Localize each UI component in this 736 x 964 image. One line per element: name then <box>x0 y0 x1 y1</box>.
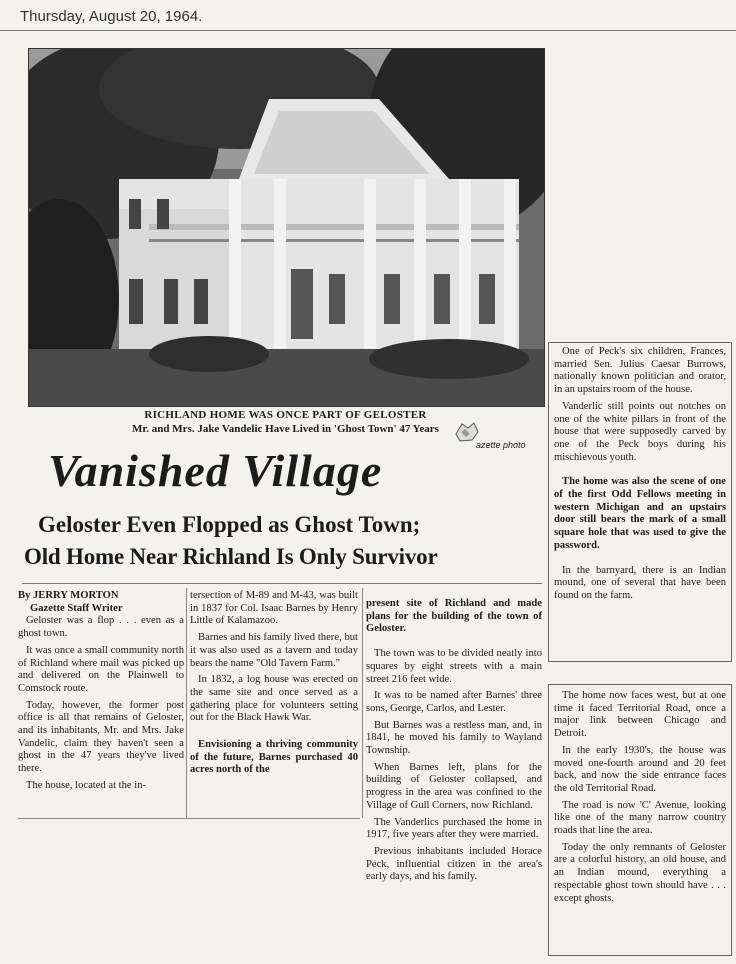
col3-para-4: When Barnes left, plans for the building of Geloster collapsed, and progress in the area was confined to the Village of Gull Corners, now Richland. <box>366 761 542 811</box>
col4a-para-3: In the barnyard, there is an Indian mound, one of several that have been found on the farm. <box>554 564 726 601</box>
col3-para-5: The Vanderlics purchased the home in 1917, five years after they were married. <box>366 816 542 841</box>
photo-caption-heading: RICHLAND HOME WAS ONCE PART OF GELOSTER <box>144 409 427 421</box>
column-2 <box>190 590 358 777</box>
photo-caption-subheading: Mr. and Mrs. Jake Vandelic Have Lived in 'Ghost Town' 47 Years <box>132 423 439 435</box>
col3-para-2: It was to be named after Barnes' three sons, George, Carlos, and Lester. <box>366 690 542 714</box>
deck-rule <box>22 583 542 584</box>
col1-para-3: Today, however, the former post office is all that remains of Geloster, and its inhabitants, Mr. and Mrs. Jake Vandelic, claim they haven't seen a ghost in the 47 years they've lived there. <box>18 699 184 775</box>
column-4-lower <box>554 690 726 905</box>
col4b-para-1: The home now faces west, but at one time it faced Territorial Road, once a major link between Chicago and Detroit. <box>554 690 726 740</box>
column-3 <box>366 598 542 884</box>
byline-title: Gazette Staff Writer <box>30 602 123 614</box>
col4a-para-2: Vanderlic still points out notches on one of the white pillars in front of the house that were supposedly carved by one of the Peck boys during his mischievous youth. <box>554 400 726 463</box>
col3-para-3: But Barnes was a restless man, and, in 1841, he moved his family to Wayland Township. <box>366 719 542 757</box>
col3-bold-para: present site of Richland and made plans for the building of the town of Geloster. <box>366 598 542 635</box>
col4b-para-4: Today the only remnants of Geloster are a colorful history, an old house, and an Indian mound, everything a respectable ghost town should have . . . except ghosts. <box>554 841 726 904</box>
byline-author: By JERRY MORTON <box>18 590 119 601</box>
column-rule-2 <box>362 588 363 818</box>
column-rule-1 <box>186 588 187 818</box>
deck-line-1: Geloster Even Flopped as Ghost Town; <box>38 512 421 537</box>
col2-para-2: Barnes and his family lived there, but it was also used as a tavern and today bears the name "Old Tavern Farm." <box>190 632 358 669</box>
col4a-bold-para: The home was also the scene of one of the first Odd Fellows meeting in western Michigan and an upstairs door still bears the mark of a small square hole that was used to give the password. <box>554 476 726 551</box>
col3-para-1: The town was to be divided neatly into squares by eight streets with a main street 216 feet wide. <box>366 648 542 685</box>
col1-para-4: The house, located at the in- <box>26 779 147 791</box>
house-photo <box>28 48 545 407</box>
col4a-para-1: One of Peck's six children, Frances, married Sen. Julius Caesar Burrows, nationally known politician and orator, in an upstairs room of the house. <box>554 346 726 396</box>
col3-para-6: Previous inhabitants included Horace Peck, influential citizen in the area's early days, and his family. <box>366 845 542 883</box>
house-photo-drawing <box>29 49 544 406</box>
col1-para-2: It was once a small community north of Richland where mail was picked up and delivered on the Plainwell to Comstock route. <box>18 644 184 694</box>
bottom-rule-left <box>18 818 360 819</box>
col2-para-3: In 1832, a log house was erected on the same site and once served as a gathering place for volunteers setting out for the Black Hawk War. <box>190 674 358 724</box>
dateline: Thursday, August 20, 1964. <box>20 8 203 25</box>
headline: Vanished Village <box>48 445 383 496</box>
column-4-upper <box>554 346 726 603</box>
col4b-para-3: The road is now 'C' Avenue, looking like one of the many narrow country roads that line the area. <box>554 799 726 837</box>
col4b-para-2: In the early 1930's, the house was moved one-fourth around and 20 feet back, and now the side entrance faces the old Territorial Road. <box>554 744 726 794</box>
column-1 <box>18 590 184 793</box>
col2-para-1: tersection of M-89 and M-43, was built in 1837 for Col. Isaac Barnes by Henry Little of Kalamazoo. <box>190 590 358 627</box>
photo-credit: azette photo <box>476 440 526 450</box>
deck-line-2: Old Home Near Richland Is Only Survivor <box>24 544 438 569</box>
col1-para-1: Geloster was a flop . . . even as a ghost town. <box>18 615 184 640</box>
top-rule <box>0 30 736 31</box>
col2-bold-para: Envisioning a thriving community of the future, Barnes purchased 40 acres north of the <box>190 739 358 776</box>
